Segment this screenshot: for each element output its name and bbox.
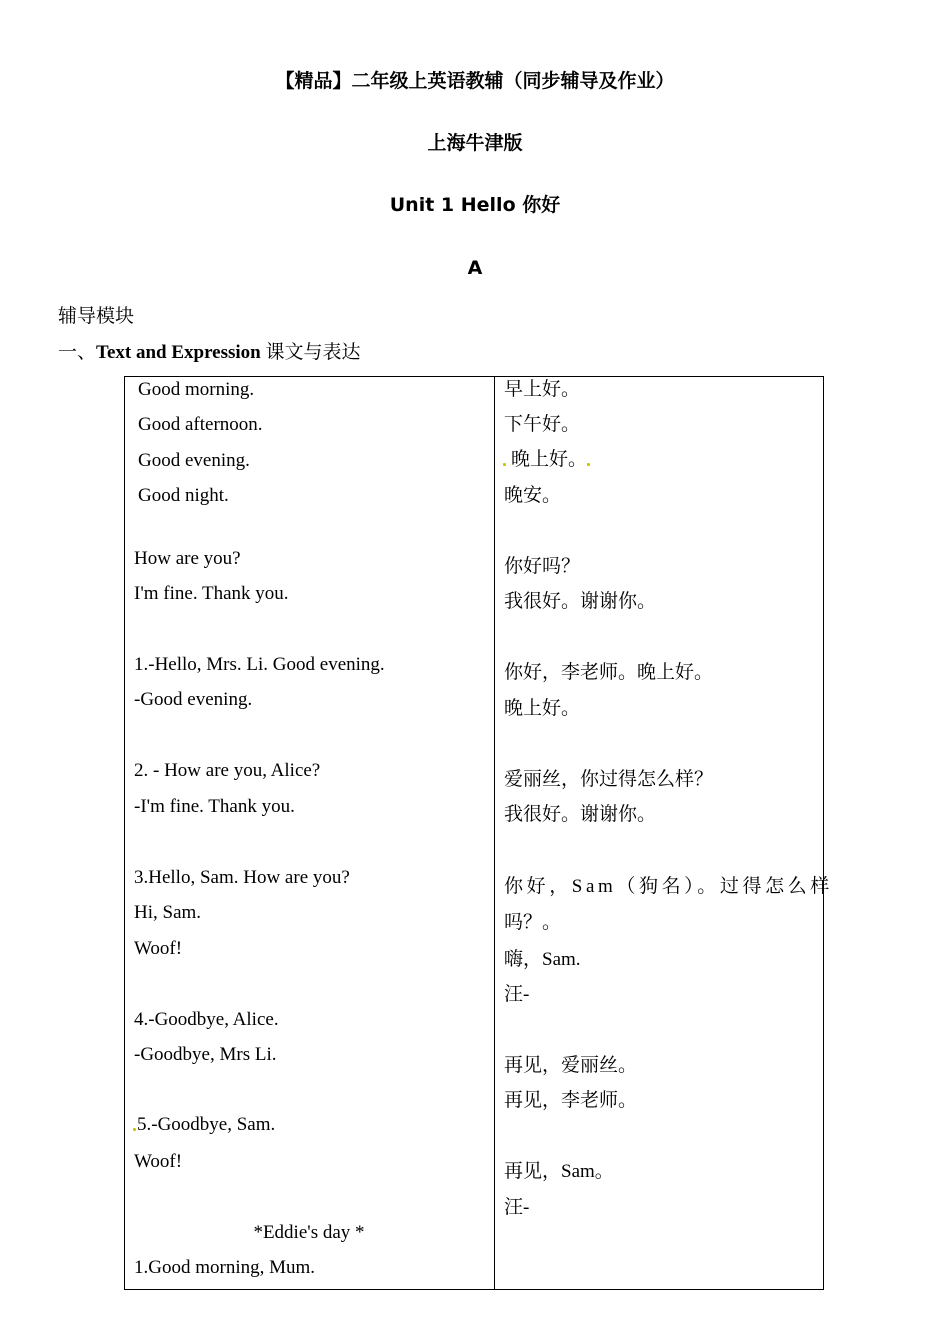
section-prefix: 一、 (58, 342, 97, 363)
document-title: 【精品】二年级上英语教辅（同步辅导及作业） (275, 70, 675, 92)
chinese-line: 我很好。谢谢你。 (504, 591, 657, 612)
english-line: Hi, Sam. (134, 902, 202, 923)
chinese-line: 爱丽丝，你过得怎么样？ (504, 769, 714, 790)
english-line: Woof! (134, 1151, 183, 1172)
english-line: How are you? (134, 548, 241, 569)
chinese-line: 晚上好。 (511, 449, 588, 470)
chinese-line: 你好，李老师。晚上好。 (504, 662, 714, 683)
chinese-line: 再见，爱丽丝。 (504, 1055, 638, 1076)
chinese-line: 再见，李老师。 (504, 1090, 638, 1111)
english-line: -I'm fine. Thank you. (134, 796, 295, 817)
chinese-line: 嗨，Sam. (504, 949, 581, 970)
english-line: Good afternoon. (138, 414, 263, 435)
section-heading (58, 341, 361, 365)
chinese-line: 早上好。 (504, 379, 581, 400)
english-line: 3.Hello, Sam. How are you? (134, 867, 350, 888)
marker-dot (587, 463, 590, 466)
english-line: 2. - How are you, Alice? (134, 760, 321, 781)
chinese-line: 你好吗？ (504, 556, 581, 577)
english-line: I'm fine. Thank you. (134, 583, 289, 604)
english-line: 1.-Hello, Mrs. Li. Good evening. (134, 654, 385, 675)
section-title-zh: 课文与表达 (260, 342, 361, 363)
section-title-en: Text and Expression (96, 342, 261, 363)
chinese-line: 再见，Sam。 (504, 1161, 614, 1182)
english-line: -Good evening. (134, 689, 253, 710)
english-subheading: *Eddie's day * (253, 1222, 365, 1243)
chinese-line: 吗？。 (504, 912, 562, 933)
english-line: 1.Good morning, Mum. (134, 1257, 316, 1278)
english-line: 4.-Goodbye, Alice. (134, 1009, 279, 1030)
english-line: Woof! (134, 938, 183, 959)
english-line: Good evening. (138, 450, 250, 471)
chinese-line: 你好，Sam（狗名）。过得怎么样 (504, 876, 833, 897)
english-line: Good night. (138, 485, 229, 506)
chinese-line: 我很好。谢谢你。 (504, 804, 657, 825)
chinese-line: 下午好。 (504, 414, 581, 435)
text-expression-table (124, 376, 833, 1290)
english-line: -Goodbye, Mrs Li. (134, 1044, 277, 1065)
chinese-line: 晚安。 (504, 485, 562, 506)
part-label: A (467, 257, 483, 279)
column-divider (494, 377, 495, 1289)
english-line: 5.-Goodbye, Sam. (137, 1114, 276, 1135)
document-edition: 上海牛津版 (427, 132, 523, 154)
unit-title: Unit 1 Hello 你好 (389, 194, 561, 216)
chinese-line: 汪- (504, 984, 530, 1005)
chinese-line: 晚上好。 (504, 698, 581, 719)
chinese-line: 汪- (504, 1197, 530, 1218)
english-line: Good morning. (138, 379, 255, 400)
module-label: 辅导模块 (58, 306, 135, 327)
